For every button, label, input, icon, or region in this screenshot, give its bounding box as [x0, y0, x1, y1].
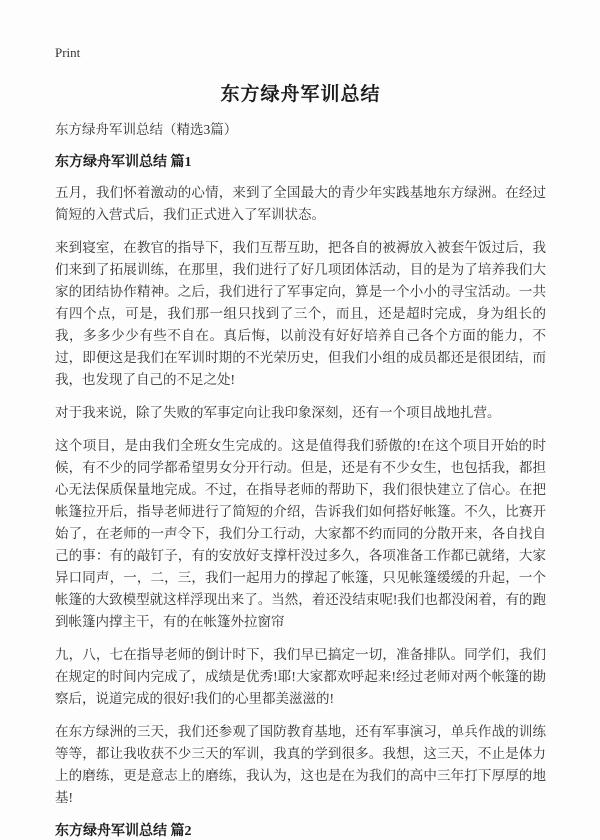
print-button[interactable]: Print [55, 45, 81, 60]
section-2-heading: 东方绿舟军训总结 篇2 [55, 824, 192, 839]
section-1-paragraph-4: 这个项目，是由我们全班女生完成的。这是值得我们骄傲的!在这个项目开始的时候，有不少的同学都希望男女分开行动。但是，还是有不少女生，也包括我，都担心无法保质保量地完成。不过，在指导老师的帮助下，我们很快建立了信心。在把帐篷拉开后，指导老师进行了简短的介绍，告诉我们如何搭好帐篷。不久，比赛开始了，在老师的一声令下，我们分工行动，大家都不约而同的分散开来，各自找自己的事：有的敲钉子，有的安放好支撑杆没过多久，各项准备工作都已就绪，大家异口同声，一，二，三，我们一起用力的撑起了帐篷，只见帐篷缓缓的升起，一个帐篷的大致模型就这样浮现出来了。当然，着还没结束呢!我们也都没闲着，有的跑到帐篷内撑主干，有的在帐篷外拉窗帘 [55, 438, 546, 629]
section-1-paragraph-3: 对于我来说，除了失败的军事定向让我印象深刻，还有一个项目战地扎营。 [55, 405, 501, 420]
section-1-paragraph-1: 五月，我们怀着激动的心情，来到了全国最大的青少年实践基地东方绿洲。在经过简短的入营式后，我们正式进入了军训状态。 [55, 185, 546, 222]
document-title: 东方绿舟军训总结 [220, 84, 381, 105]
section-1-paragraph-6: 在东方绿洲的三天，我们还参观了国防教育基地，还有军事演习，单兵作战的训练等等，都让我收获不少三天的军训，我真的学到很多。我想，这三天，不止是体力上的磨练，更是意志上的磨练，我认为，这也是在为我们的高中三年打下厚厚的地基! [55, 724, 546, 805]
section-1-heading: 东方绿舟军训总结 篇1 [55, 155, 192, 170]
section-1-paragraph-5: 九，八，七在指导老师的倒计时下，我们早已搞定一切，准备排队。同学们，我们在规定的时间内完成了，成绩是优秀!耶!大家都欢呼起来!经过老师对两个帐篷的勘察后，说道完成的很好!我们的心里都美滋滋的! [55, 647, 546, 706]
document-subtitle: 东方绿舟军训总结（精选3篇） [55, 122, 238, 137]
section-1-paragraph-2: 来到寝室，在教官的指导下，我们互帮互助，把各自的被褥放入被套午饭过后，我们来到了拓展训练，在那里，我们进行了好几项团体活动，目的是为了培养我们大家的团结协作精神。之后，我们进行了军事定向，算是一个小小的寻宝活动。一共有四个点，可是，我们那一组只找到了三个，而且，还是超时完成，身为组长的我，多多少少有些不自在。真后悔，以前没有好好培养自己各个方面的能力，不过，即便这是我们在军训时期的不光荣历史，但我们小组的成员都还是很团结，而我，也发现了自己的不足之处! [55, 240, 546, 387]
